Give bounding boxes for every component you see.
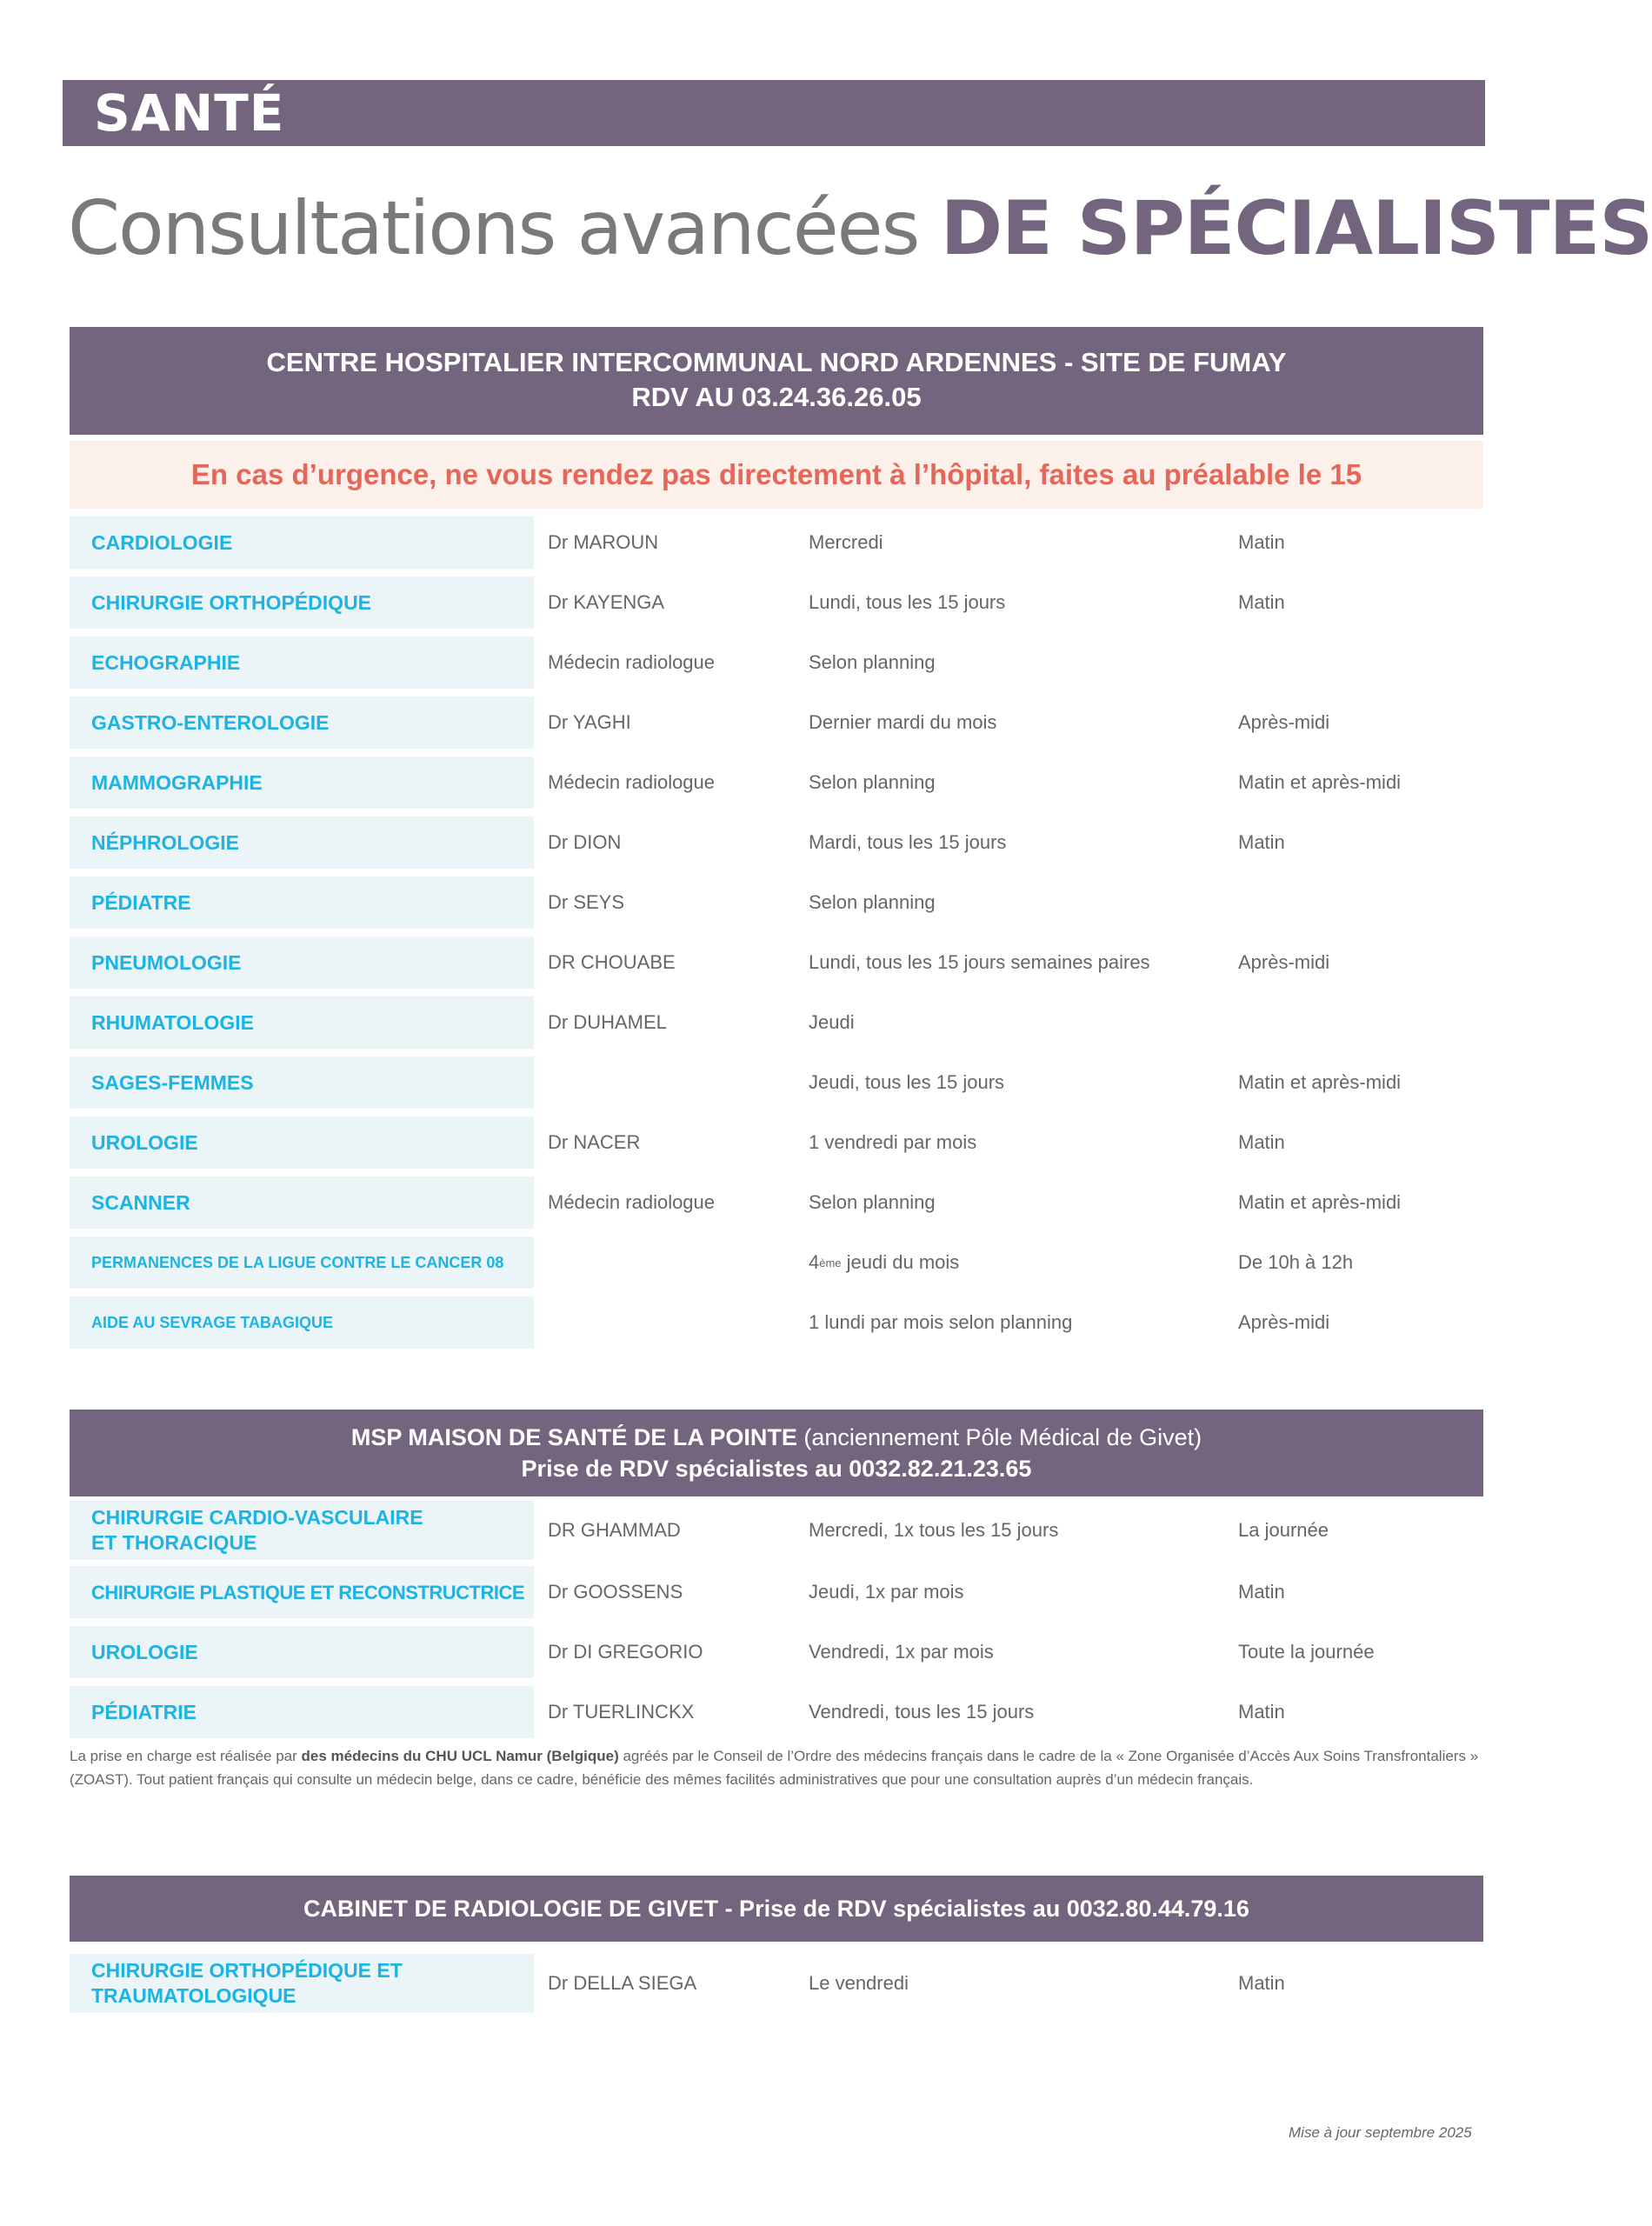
doctor-cell: Dr TUERLINCKX (548, 1701, 695, 1723)
update-date: Mise à jour septembre 2025 (1289, 2124, 1472, 2141)
day-ordinal: ème (819, 1256, 842, 1270)
time-cell: Matin et après-midi (1238, 1071, 1402, 1093)
section-title: CABINET DE RADIOLOGIE DE GIVET - Prise de RDV spécialistes au 0032.80.44.79.16 (303, 1896, 1249, 1922)
table-row (70, 576, 1483, 629)
day-cell: Jeudi, tous les 15 jours (809, 1071, 1005, 1093)
day-cell: Mercredi, 1x tous les 15 jours (809, 1519, 1059, 1541)
doctor-cell: Dr NACER (548, 1131, 641, 1153)
day-cell: Selon planning (809, 651, 936, 673)
note-text-bold: des médecins du CHU UCL Namur (Belgique) (301, 1748, 619, 1764)
table-row (70, 1296, 1483, 1349)
specialty-cell: GASTRO-ENTEROLOGIE (70, 696, 534, 749)
table-row (70, 1566, 1483, 1618)
specialty-cell: RHUMATOLOGIE (70, 996, 534, 1049)
doctor-cell: Dr SEYS (548, 891, 625, 913)
specialty-cell: NÉPHROLOGIE (70, 816, 534, 869)
table-row (70, 1236, 1483, 1289)
time-cell: Matin et après-midi (1238, 771, 1402, 793)
day-cell: Mercredi (809, 531, 883, 553)
time-cell: Matin (1238, 831, 1285, 853)
table-row (70, 1954, 1483, 2013)
time-cell: Matin (1238, 1581, 1285, 1603)
table-row (70, 756, 1483, 809)
day-cell: Dernier mardi du mois (809, 711, 997, 733)
specialty-cell: CHIRURGIE PLASTIQUE ET RECONSTRUCTRICE (70, 1566, 534, 1618)
doctor-cell: Dr GOOSSENS (548, 1581, 683, 1603)
day-cell: Vendredi, 1x par mois (809, 1641, 994, 1663)
specialty-cell (70, 1954, 534, 2013)
page-title-bold: DE SPÉCIALISTES (940, 185, 1652, 272)
cross-border-note (70, 1744, 1487, 1791)
specialty-cell: MAMMOGRAPHIE (70, 756, 534, 809)
doctor-cell: DR GHAMMAD (548, 1519, 681, 1541)
specialty-line-1: CHIRURGIE ORTHOPÉDIQUE ET (91, 1959, 403, 1982)
day-cell: Le vendredi (809, 1972, 909, 1994)
specialty-cell: CARDIOLOGIE (70, 517, 534, 569)
specialty-cell: UROLOGIE (70, 1116, 534, 1169)
section-title-bold: MSP MAISON DE SANTÉ DE LA POINTE (350, 1424, 797, 1450)
section-phone: Prise de RDV spécialistes au 0032.82.21.23.65 (521, 1456, 1032, 1482)
table-row (70, 1176, 1483, 1229)
page-title (68, 181, 1652, 285)
urgency-notice: En cas d’urgence, ne vous rendez pas directement à l’hôpital, faites au préalable le 15 (70, 441, 1483, 509)
note-text-2: agréés par le Conseil de l’Ordre des médecins français dans le cadre de la « Zone Organisée d’Accès Aux Soins Transfrontaliers » (ZOAST). Tout patient français qui consulte un médecin belge, dans ce cadre, bénéficie des mêmes facilités administratives que pour une consultation auprès d’un médecin français. (70, 1748, 1479, 1788)
specialty-cell: PÉDIATRE (70, 876, 534, 929)
day-cell: Vendredi, tous les 15 jours (809, 1701, 1035, 1723)
time-cell: Matin (1238, 1972, 1285, 1994)
doctor-cell: Dr DELLA SIEGA (548, 1972, 697, 1994)
day-cell: Jeudi (809, 1011, 855, 1033)
time-cell: De 10h à 12h (1238, 1251, 1354, 1273)
doctor-cell: Médecin radiologue (548, 651, 716, 673)
doctor-cell: Dr DUHAMEL (548, 1011, 667, 1033)
page-title-light: Consultations avancées (68, 185, 941, 272)
time-cell: Matin (1238, 531, 1285, 553)
doctor-cell: Dr KAYENGA (548, 591, 665, 613)
table-row (70, 1626, 1483, 1678)
day-cell: 1 lundi par mois selon planning (809, 1311, 1073, 1333)
day-cell: Jeudi, 1x par mois (809, 1581, 964, 1603)
specialty-cell: SAGES-FEMMES (70, 1056, 534, 1109)
doctor-cell: Médecin radiologue (548, 771, 716, 793)
time-cell: Matin (1238, 1701, 1285, 1723)
section-phone: RDV AU 03.24.36.26.05 (631, 382, 922, 412)
specialty-cell: ECHOGRAPHIE (70, 636, 534, 689)
section-title (70, 1410, 1483, 1453)
specialty-cell: CHIRURGIE ORTHOPÉDIQUE (70, 576, 534, 629)
doctor-cell: Dr DI GREGORIO (548, 1641, 703, 1663)
time-cell: Toute la journée (1238, 1641, 1375, 1663)
day-cell: Lundi, tous les 15 jours (809, 591, 1006, 613)
note-text-1: La prise en charge est réalisée par (70, 1748, 302, 1764)
specialty-line-2: TRAUMATOLOGIQUE (91, 1984, 296, 2007)
table-row (70, 1501, 1483, 1560)
table-row (70, 1686, 1483, 1738)
day-cell: Selon planning (809, 771, 936, 793)
day-cell: Lundi, tous les 15 jours semaines paires (809, 951, 1150, 973)
day-number: 4 (809, 1251, 820, 1273)
table-row (70, 996, 1483, 1049)
time-cell: Matin (1238, 591, 1285, 613)
day-cell: Selon planning (809, 1191, 936, 1213)
table-row (70, 636, 1483, 689)
table-row (70, 876, 1483, 929)
specialty-cell: PNEUMOLOGIE (70, 936, 534, 989)
specialty-cell: AIDE AU SEVRAGE TABAGIQUE (70, 1296, 534, 1349)
day-cell: 1 vendredi par mois (809, 1131, 977, 1153)
time-cell: Matin et après-midi (1238, 1191, 1402, 1213)
day-text: jeudi du mois (841, 1251, 960, 1273)
table-row (70, 816, 1483, 869)
time-cell: La journée (1238, 1519, 1329, 1541)
day-cell: Mardi, tous les 15 jours (809, 831, 1007, 853)
section-title-normal: (anciennement Pôle Médical de Givet) (796, 1424, 1202, 1450)
section-header-msp (70, 1410, 1483, 1496)
table-row (70, 517, 1483, 569)
section-header-fumay (70, 327, 1483, 435)
doctor-cell: Dr YAGHI (548, 711, 631, 733)
specialty-cell (70, 1501, 534, 1560)
doctor-cell: Dr MAROUN (548, 531, 659, 553)
doctor-cell: Médecin radiologue (548, 1191, 716, 1213)
time-cell: Matin (1238, 1131, 1285, 1153)
day-cell (809, 1236, 959, 1289)
section-title: CENTRE HOSPITALIER INTERCOMMUNAL NORD ARDENNES - SITE DE FUMAY (266, 347, 1287, 377)
specialty-line-1: CHIRURGIE CARDIO-VASCULAIRE (91, 1506, 423, 1529)
category-label: SANTÉ (94, 83, 285, 143)
category-banner (63, 80, 1485, 146)
specialty-cell: PERMANENCES DE LA LIGUE CONTRE LE CANCER 08 (70, 1236, 534, 1289)
day-cell: Selon planning (809, 891, 936, 913)
specialty-line-2: ET THORACIQUE (91, 1531, 257, 1554)
table-row (70, 936, 1483, 989)
specialty-cell: SCANNER (70, 1176, 534, 1229)
specialty-cell: UROLOGIE (70, 1626, 534, 1678)
table-row (70, 1056, 1483, 1109)
doctor-cell: Dr DION (548, 831, 622, 853)
table-row (70, 1116, 1483, 1169)
time-cell: Après-midi (1238, 711, 1330, 733)
specialty-cell: PÉDIATRIE (70, 1686, 534, 1738)
table-row (70, 696, 1483, 749)
time-cell: Après-midi (1238, 951, 1330, 973)
section-header-radiologie (70, 1876, 1483, 1942)
doctor-cell: DR CHOUABE (548, 951, 676, 973)
time-cell: Après-midi (1238, 1311, 1330, 1333)
